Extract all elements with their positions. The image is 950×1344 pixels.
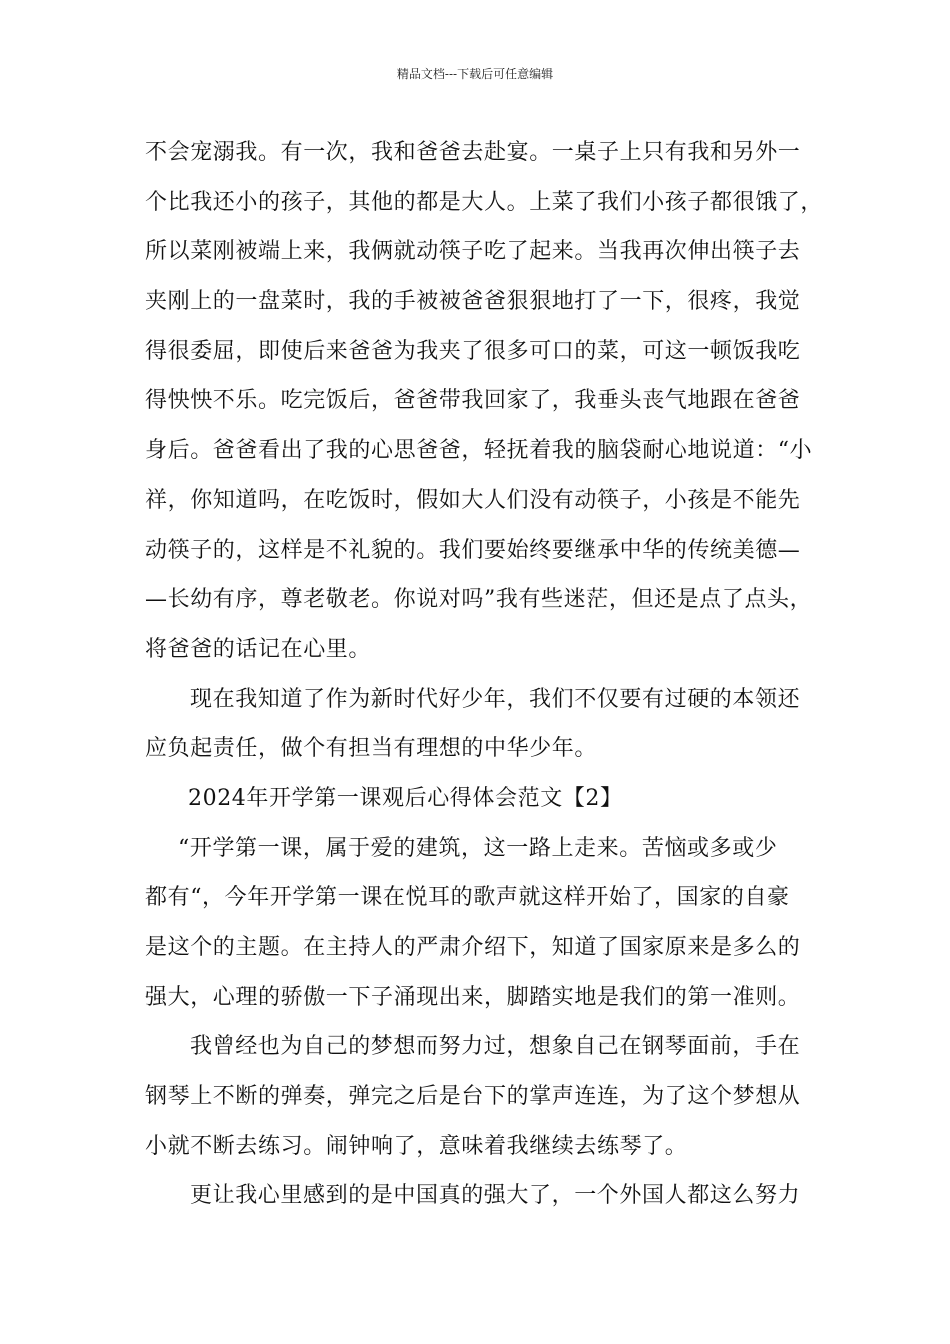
text-line: 是这个的主题。在主持人的严肃介绍下，知道了国家原来是多么的 [145,935,801,960]
paragraph-first-line: 现在我知道了作为新时代好少年，我们不仅要有过硬的本领还 [190,687,801,712]
text-line: 强大，心理的骄傲一下子涌现出来，脚踏实地是我们的第一准则。 [145,985,801,1010]
text-line: 身后。爸爸看出了我的心思爸爸，轻抚着我的脑袋耐心地说道：“小 [145,438,813,463]
text-line: 钢琴上不断的弹奏，弹完之后是台下的掌声连连，为了这个梦想从 [145,1084,801,1109]
text-line: 动筷子的，这样是不礼貌的。我们要始终要继承中华的传统美德— [145,538,801,563]
text-line: 都有“，今年开学第一课在悦耳的歌声就这样开始了，国家的自豪 [145,885,790,910]
text-line: 应负起责任，做个有担当有理想的中华少年。 [145,736,598,761]
text-line: 小就不断去练习。闹钟响了，意味着我继续去练琴了。 [145,1134,688,1159]
text-line: 所以菜刚被端上来，我俩就动筷子吃了起来。当我再次伸出筷子去 [145,239,801,264]
text-line: 不会宠溺我。有一次，我和爸爸去赴宴。一桌子上只有我和另外一 [145,140,801,165]
paragraph-first-line: 我曾经也为自己的梦想而努力过，想象自己在钢琴面前，手在 [190,1034,801,1059]
text-line: 得怏怏不乐。吃完饭后，爸爸带我回家了，我垂头丧气地跟在爸爸 [145,388,801,413]
page-header: 精品文档---下载后可任意编辑 [396,67,554,81]
text-line: —长幼有序，尊老敬老。你说对吗”我有些迷茫，但还是点了点头， [145,587,813,612]
text-line: 祥，你知道吗，在吃饭时，假如大人们没有动筷子，小孩是不能先 [145,488,801,513]
text-line: 夹刚上的一盘菜时，我的手被被爸爸狠狠地打了一下，很疼，我觉 [145,289,801,314]
paragraph-first-line: “开学第一课，属于爱的建筑，这一路上走来。苦恼或多或少 [178,836,778,861]
paragraph-first-line: 更让我心里感到的是中国真的强大了，一个外国人都这么努力 [190,1183,801,1208]
text-line: 将爸爸的话记在心里。 [145,637,372,662]
text-line: 个比我还小的孩子，其他的都是大人。上菜了我们小孩子都很饿了， [145,190,824,215]
text-line: 得很委屈，即使后来爸爸为我夹了很多可口的菜，可这一顿饭我吃 [145,339,801,364]
section-heading: 2024年开学第一课观后心得体会范文【2】 [188,786,623,811]
